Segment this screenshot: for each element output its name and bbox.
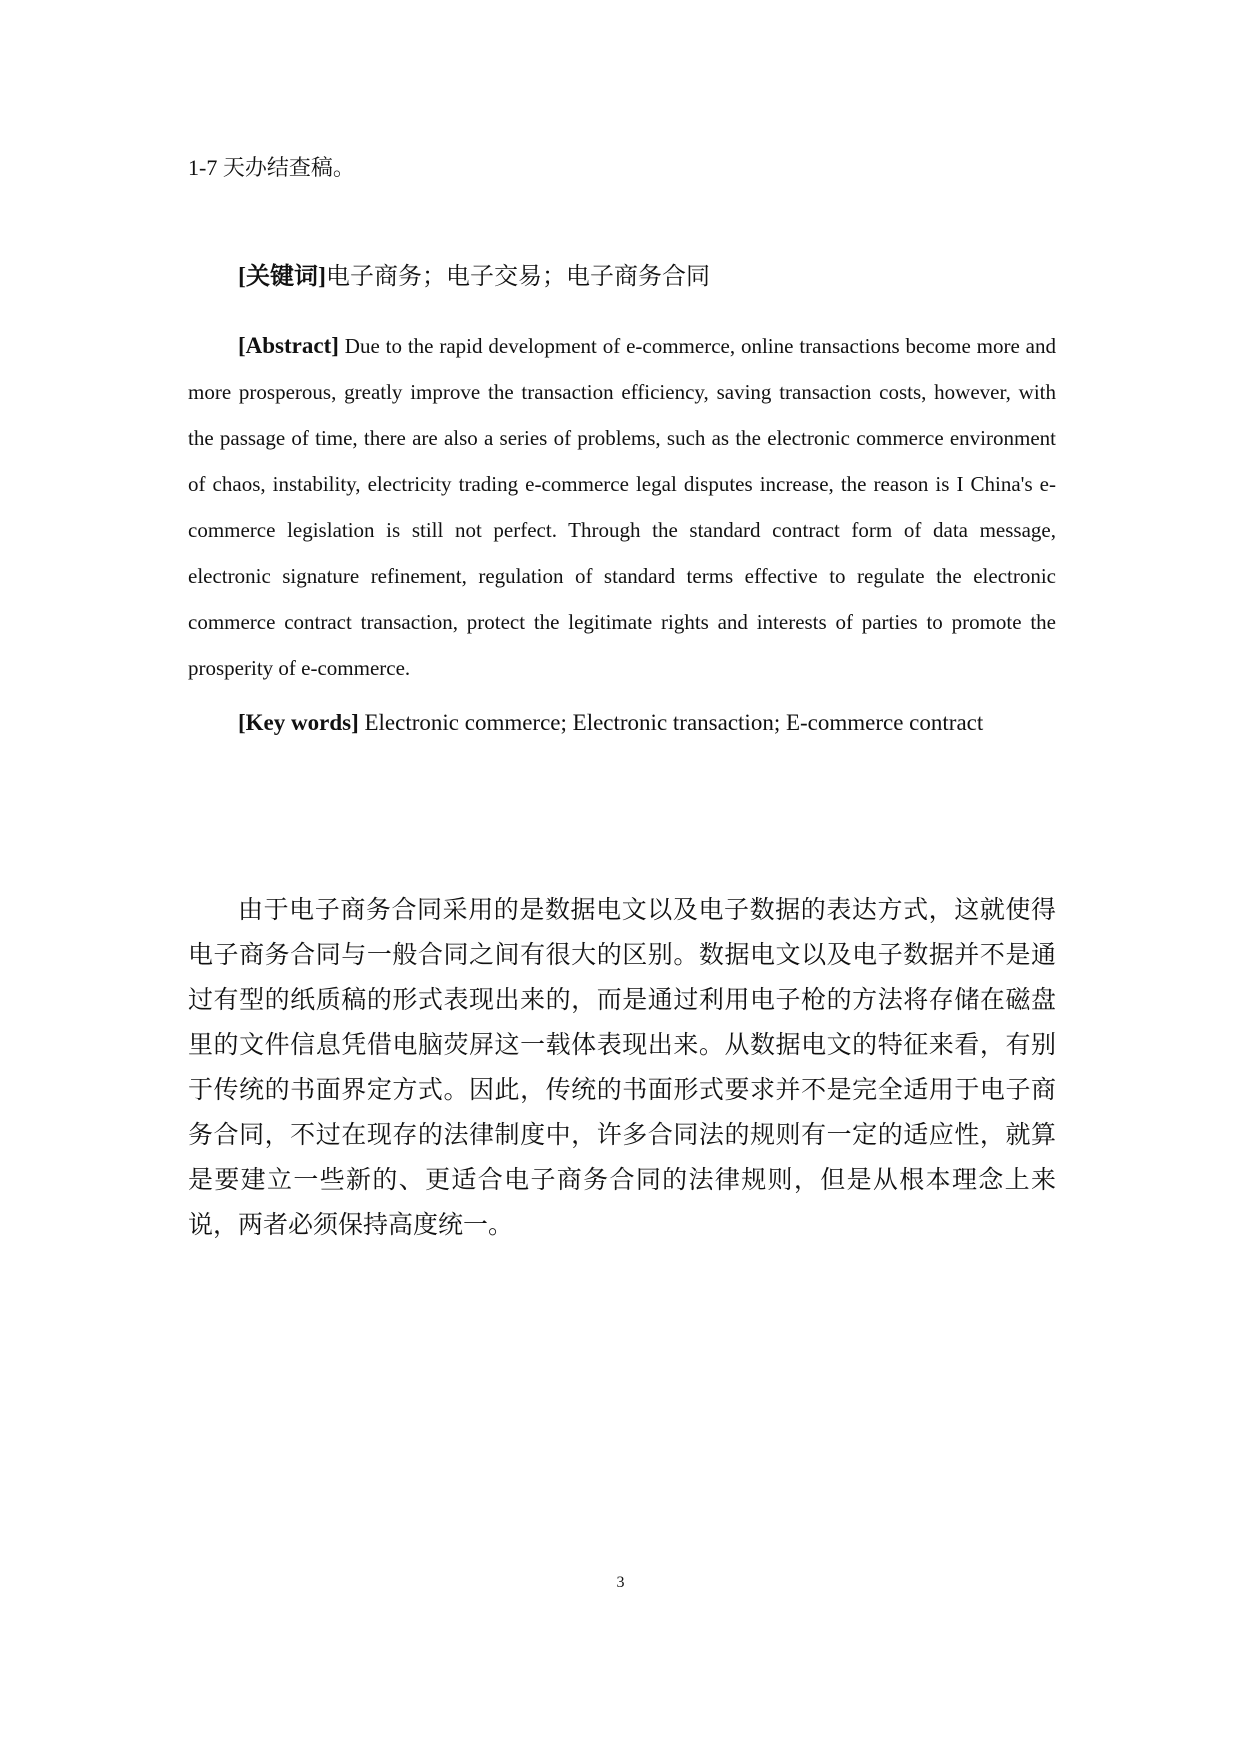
body-paragraph: 由于电子商务合同采用的是数据电文以及电子数据的表达方式，这就使得电子商务合同与一般合同之间有很大的区别。数据电文以及电子数据并不是通过有型的纸质稿的形式表现出来的，而是通过利用电子枪的方法将存储在磁盘里的文件信息凭借电脑荧屏这一载体表现出来。从数据电文的特征来看，有别于传统的书面界定方式。因此，传统的书面形式要求并不是完全适用于电子商务合同，不过在现存的法律制度中，许多合同法的规则有一定的适应性，就算是要建立一些新的、更适合电子商务合同的法律规则，但是从根本理念上来说，两者必须保持高度统一。 [188, 897, 1056, 1239]
chinese-keywords [238, 259, 710, 295]
page-number: 3 [616, 1574, 625, 1591]
english-keywords-label: [Key words] [238, 710, 359, 735]
chinese-keywords-text: 电子商务；电子交易；电子商务合同 [325, 264, 710, 290]
english-keywords [238, 706, 983, 740]
top-text-line: 1-7 天办结查稿。 [188, 155, 355, 180]
abstract-text: Due to the rapid development of e-commerce, online transactions become more and more prosperous, greatly improve the transaction efficiency, saving transaction costs, however, with the passage of time, there are also a series of problems, such as the electronic commerce environment of chaos, instability, electricity trading e-commerce legal disputes increase, the reason is I China's e-commerce legislation is still not perfect. Through the standard contract form of data message, electronic signature refinement, regulation of standard terms effective to regulate the electronic commerce contract transaction, protect the legitimate rights and interests of parties to promote the prosperity of e-commerce. [188, 334, 1056, 680]
chinese-keywords-label: [关键词] [238, 264, 326, 290]
english-keywords-text: Electronic commerce; Electronic transaction; E-commerce contract [358, 710, 984, 735]
english-abstract [188, 323, 1056, 691]
abstract-label: [Abstract] [238, 333, 339, 358]
